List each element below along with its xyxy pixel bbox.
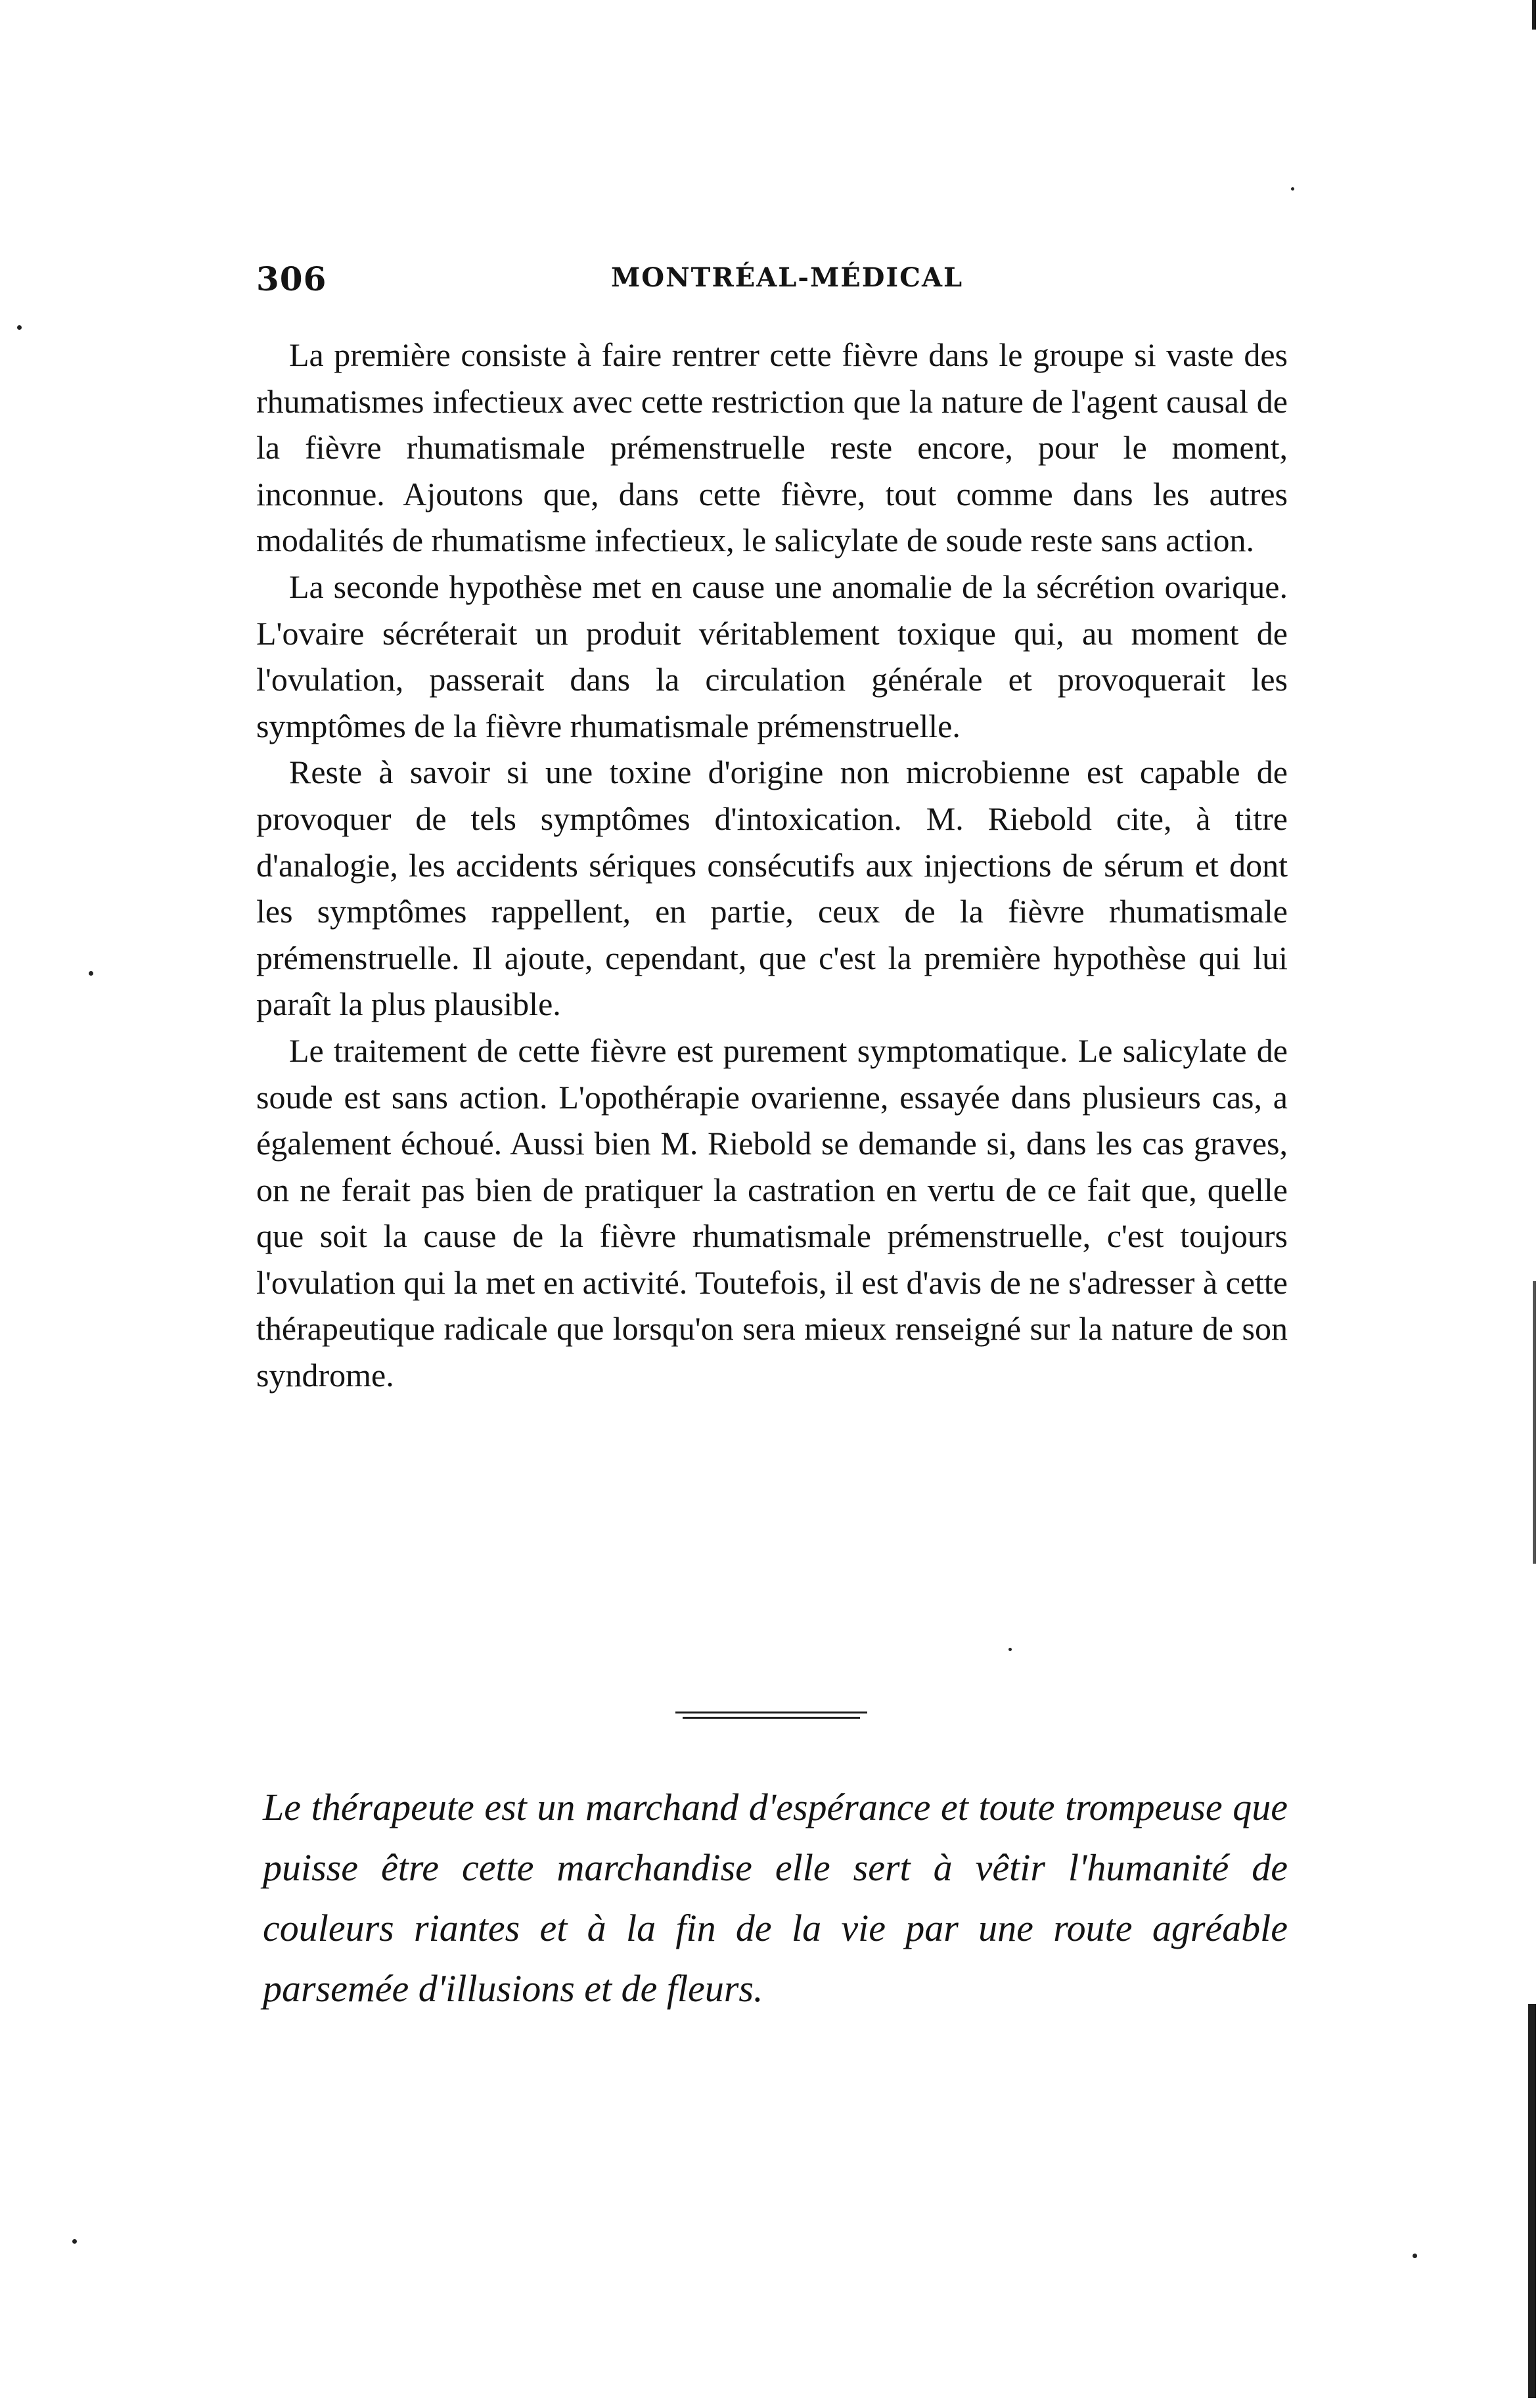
divider-line xyxy=(683,1717,860,1719)
scan-speck xyxy=(17,325,22,330)
scan-speck xyxy=(1291,187,1294,191)
scan-edge-mark xyxy=(1533,1281,1536,1564)
scan-speck xyxy=(1008,1648,1012,1651)
section-divider xyxy=(675,1712,867,1722)
paragraph: Le traitement de cette fièvre est purement symptomatique. Le salicylate de soude est sans action. L'opothérapie ovarienne, essayée dans plusieurs cas, a également échoué. Aussi bien M. Riebold se demande si, dans les cas graves, on ne ferait pas bien de pratiquer la castration en vertu de ce fait que, quelle que soit la cause de la fièvre rhumatismale prémenstruelle, c'est toujours l'ovulation qui la met en activité. Toutefois, il est d'avis de ne s'adresser à cette thérapeutique radicale que lorsqu'on sera mieux renseigné sur la nature de son syndrome. xyxy=(256,1032,1288,1394)
article-body xyxy=(256,332,1288,1399)
scan-speck xyxy=(89,971,93,976)
page-number: 306 xyxy=(256,260,327,298)
divider-line xyxy=(675,1712,867,1713)
paragraph: La seconde hypothèse met en cause une anomalie de la sécrétion ovarique. L'ovaire sécréterait un produit véritablement toxique qui, au moment de l'ovulation, passerait dans la circulation générale et provoquerait les symptômes de la fièvre rhumatismale prémenstruelle. xyxy=(256,568,1288,744)
scan-speck xyxy=(72,2239,77,2244)
paragraph: Reste à savoir si une toxine d'origine non microbienne est capable de provoquer de tels symptômes d'intoxication. M. Riebold cite, à titre d'analogie, les accidents sériques consécutifs aux injections de sérum et dont les symptômes rappellent, en partie, ceux de la fièvre rhumatismale prémenstruelle. Il ajoute, cependant, que c'est la première hypothèse qui lui paraît la plus plausible. xyxy=(256,754,1288,1023)
epigraph-quote: Le thérapeute est un marchand d'espérance et toute trompeuse que puisse être cette marchandise elle sert à vêtir l'humanité de couleurs riantes et à la fin de la vie par une route agréable parsemée d'illusions et de fleurs. xyxy=(263,1786,1288,2010)
journal-title: MONTRÉAL-MÉDICAL xyxy=(611,262,964,293)
scan-edge-mark xyxy=(1528,2004,1536,2398)
scan-speck xyxy=(1413,2254,1417,2258)
paragraph: La première consiste à faire rentrer cette fièvre dans le groupe si vaste des rhumatismes infectieux avec cette restriction que la nature de l'agent causal de la fièvre rhumatismale prémenstruelle reste encore, pour le moment, inconnue. Ajoutons que, dans cette fièvre, tout comme dans les autres modalités de rhumatisme infectieux, le salicylate de soude reste sans action. xyxy=(256,336,1288,559)
scan-edge-mark xyxy=(1532,0,1536,30)
running-head xyxy=(256,260,1288,299)
